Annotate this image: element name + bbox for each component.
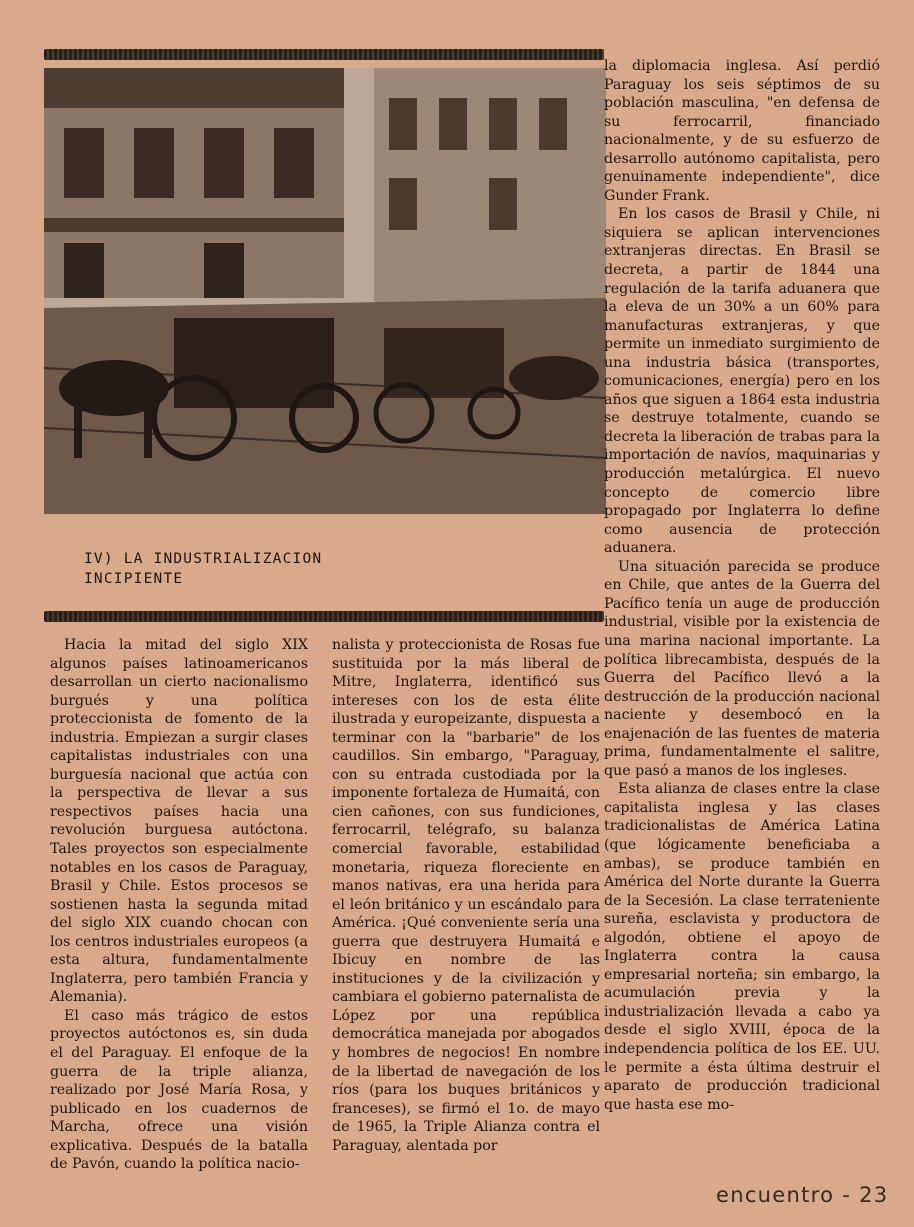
- paragraph: Una situación parecida se produce en Chile, que antes de la Guerra del Pacífico tenía un auge de producción industrial, visible por la existencia de una marina nacional importante. La política librecambista, después de la Guerra del Pacífico llevó a la destrucción de la producción nacional naciente y desembocó en la enajenación de las fuentes de materia prima, fundamentalmente el salitre, que pasó a manos de los ingleses.: [604, 558, 880, 779]
- image-caption: [84, 549, 404, 589]
- text-column-left: [50, 636, 308, 1174]
- page-folio: encuentro - 23: [716, 1183, 889, 1207]
- caption-line: INCIPIENTE: [84, 571, 184, 587]
- paragraph: El caso más trágico de estos proyectos autóctonos es, sin duda el del Paraguay. El enfoque de la guerra de la triple alianza, realizado por José María Rosa, y publicado en los cuadernos de Marcha, ofrece una visión explicativa. Después de la batalla de Pavón, cuando la política nacio-: [50, 1007, 308, 1173]
- engraving-illustration: [44, 68, 606, 514]
- paragraph: Hacia la mitad del siglo XIX algunos países latinoamericanos desarrollan un cierto nacionalismo burgués y una política proteccionista de fomento de la industria. Empiezan a surgir clases capitalistas industriales con una burguesía nacional que actúa con la perspectiva de llevar a sus respectivos países hacia una revolución burguesa autóctona. Tales proyectos son especialmente notables en los casos de Paraguay, Brasil y Chile. Estos procesos se sostienen hasta la segunda mitad del siglo XIX cuando chocan con los centros industriales europeos (a esta altura, fundamentalmente Inglaterra, pero también Francia y Alemania).: [50, 637, 308, 1006]
- paragraph: nalista y proteccionista de Rosas fue sustituida por la más liberal de Mitre, Inglaterra, identificó sus intereses con los de esta élite ilustrada y europeizante, dispuesta a terminar con la "barbarie" de los caudillos. Sin embargo, "Paraguay, con su entrada custodiada por la imponente fortaleza de Humaitá, con cien cañones, con sus fundiciones, ferrocarril, telégrafo, su balanza comercial favorable, estabilidad monetaria, riqueza floreciente en manos nativas, era una herida para el león británico y un escándalo para América. ¡Qué conveniente sería una guerra que destruyera Humaitá e Ibicuy en nombre de las instituciones y de la civilización y cambiara el gobierno paternalista de López por una república democrática manejada por abogados y hombres de negocios! En nombre de la libertad de navegación de los ríos (para los buques británicos y franceses), se firmó el 1o. de mayo de 1965, la Triple Alianza contra el Paraguay, alentada por: [332, 637, 600, 1154]
- text-column-middle: [332, 636, 600, 1155]
- carriage-scene-icon: [44, 68, 606, 514]
- section-rule: [44, 611, 604, 622]
- paragraph: la diplomacia inglesa. Así perdió Paraguay los seis séptimos de su población masculina, "en defensa de su ferrocarril, financiado nacionalmente, y de su esfuerzo de desarrollo autónomo capitalista, pero genuinamente independiente", dice Gunder Frank.: [604, 58, 880, 204]
- paragraph: En los casos de Brasil y Chile, ni siquiera se aplican intervenciones extranjeras directas. En Brasil se decreta, a partir de 1844 una regulación de la tarifa aduanera que la eleva de un 30% a un 60% para manufacturas extranjeras, y que permite un inmediato surgimiento de una industria básica (transportes, comunicaciones, energía) pero en los años que siguen a 1864 esta industria se destruye totalmente, cuando se decreta la liberación de trabas para la importación de navíos, maquinarias y producción metalúrgica. El nuevo concepto de comercio libre propagado por Inglaterra lo define como ausencia de protección aduanera.: [604, 206, 880, 557]
- text-column-right: [604, 57, 880, 1114]
- paragraph: Esta alianza de clases entre la clase capitalista inglesa y las clases tradicionalistas de América Latina (que lógicamente beneficiaba a ambas), se produce también en América del Norte durante la Guerra de la Secesión. La clase terrateniente sureña, esclavista y productora de algodón, obtiene el apoyo de Inglaterra contra la causa empresarial norteña; sin embargo, la acumulación previa y la industrialización llevada a cabo ya desde el siglo XVIII, época de la independencia política de los EE. UU. le permite a ésta última destruir el aparato de producción tradicional que hasta ese mo-: [604, 781, 880, 1113]
- top-rule: [44, 49, 604, 60]
- caption-line: IV) LA INDUSTRIALIZACION: [84, 551, 323, 567]
